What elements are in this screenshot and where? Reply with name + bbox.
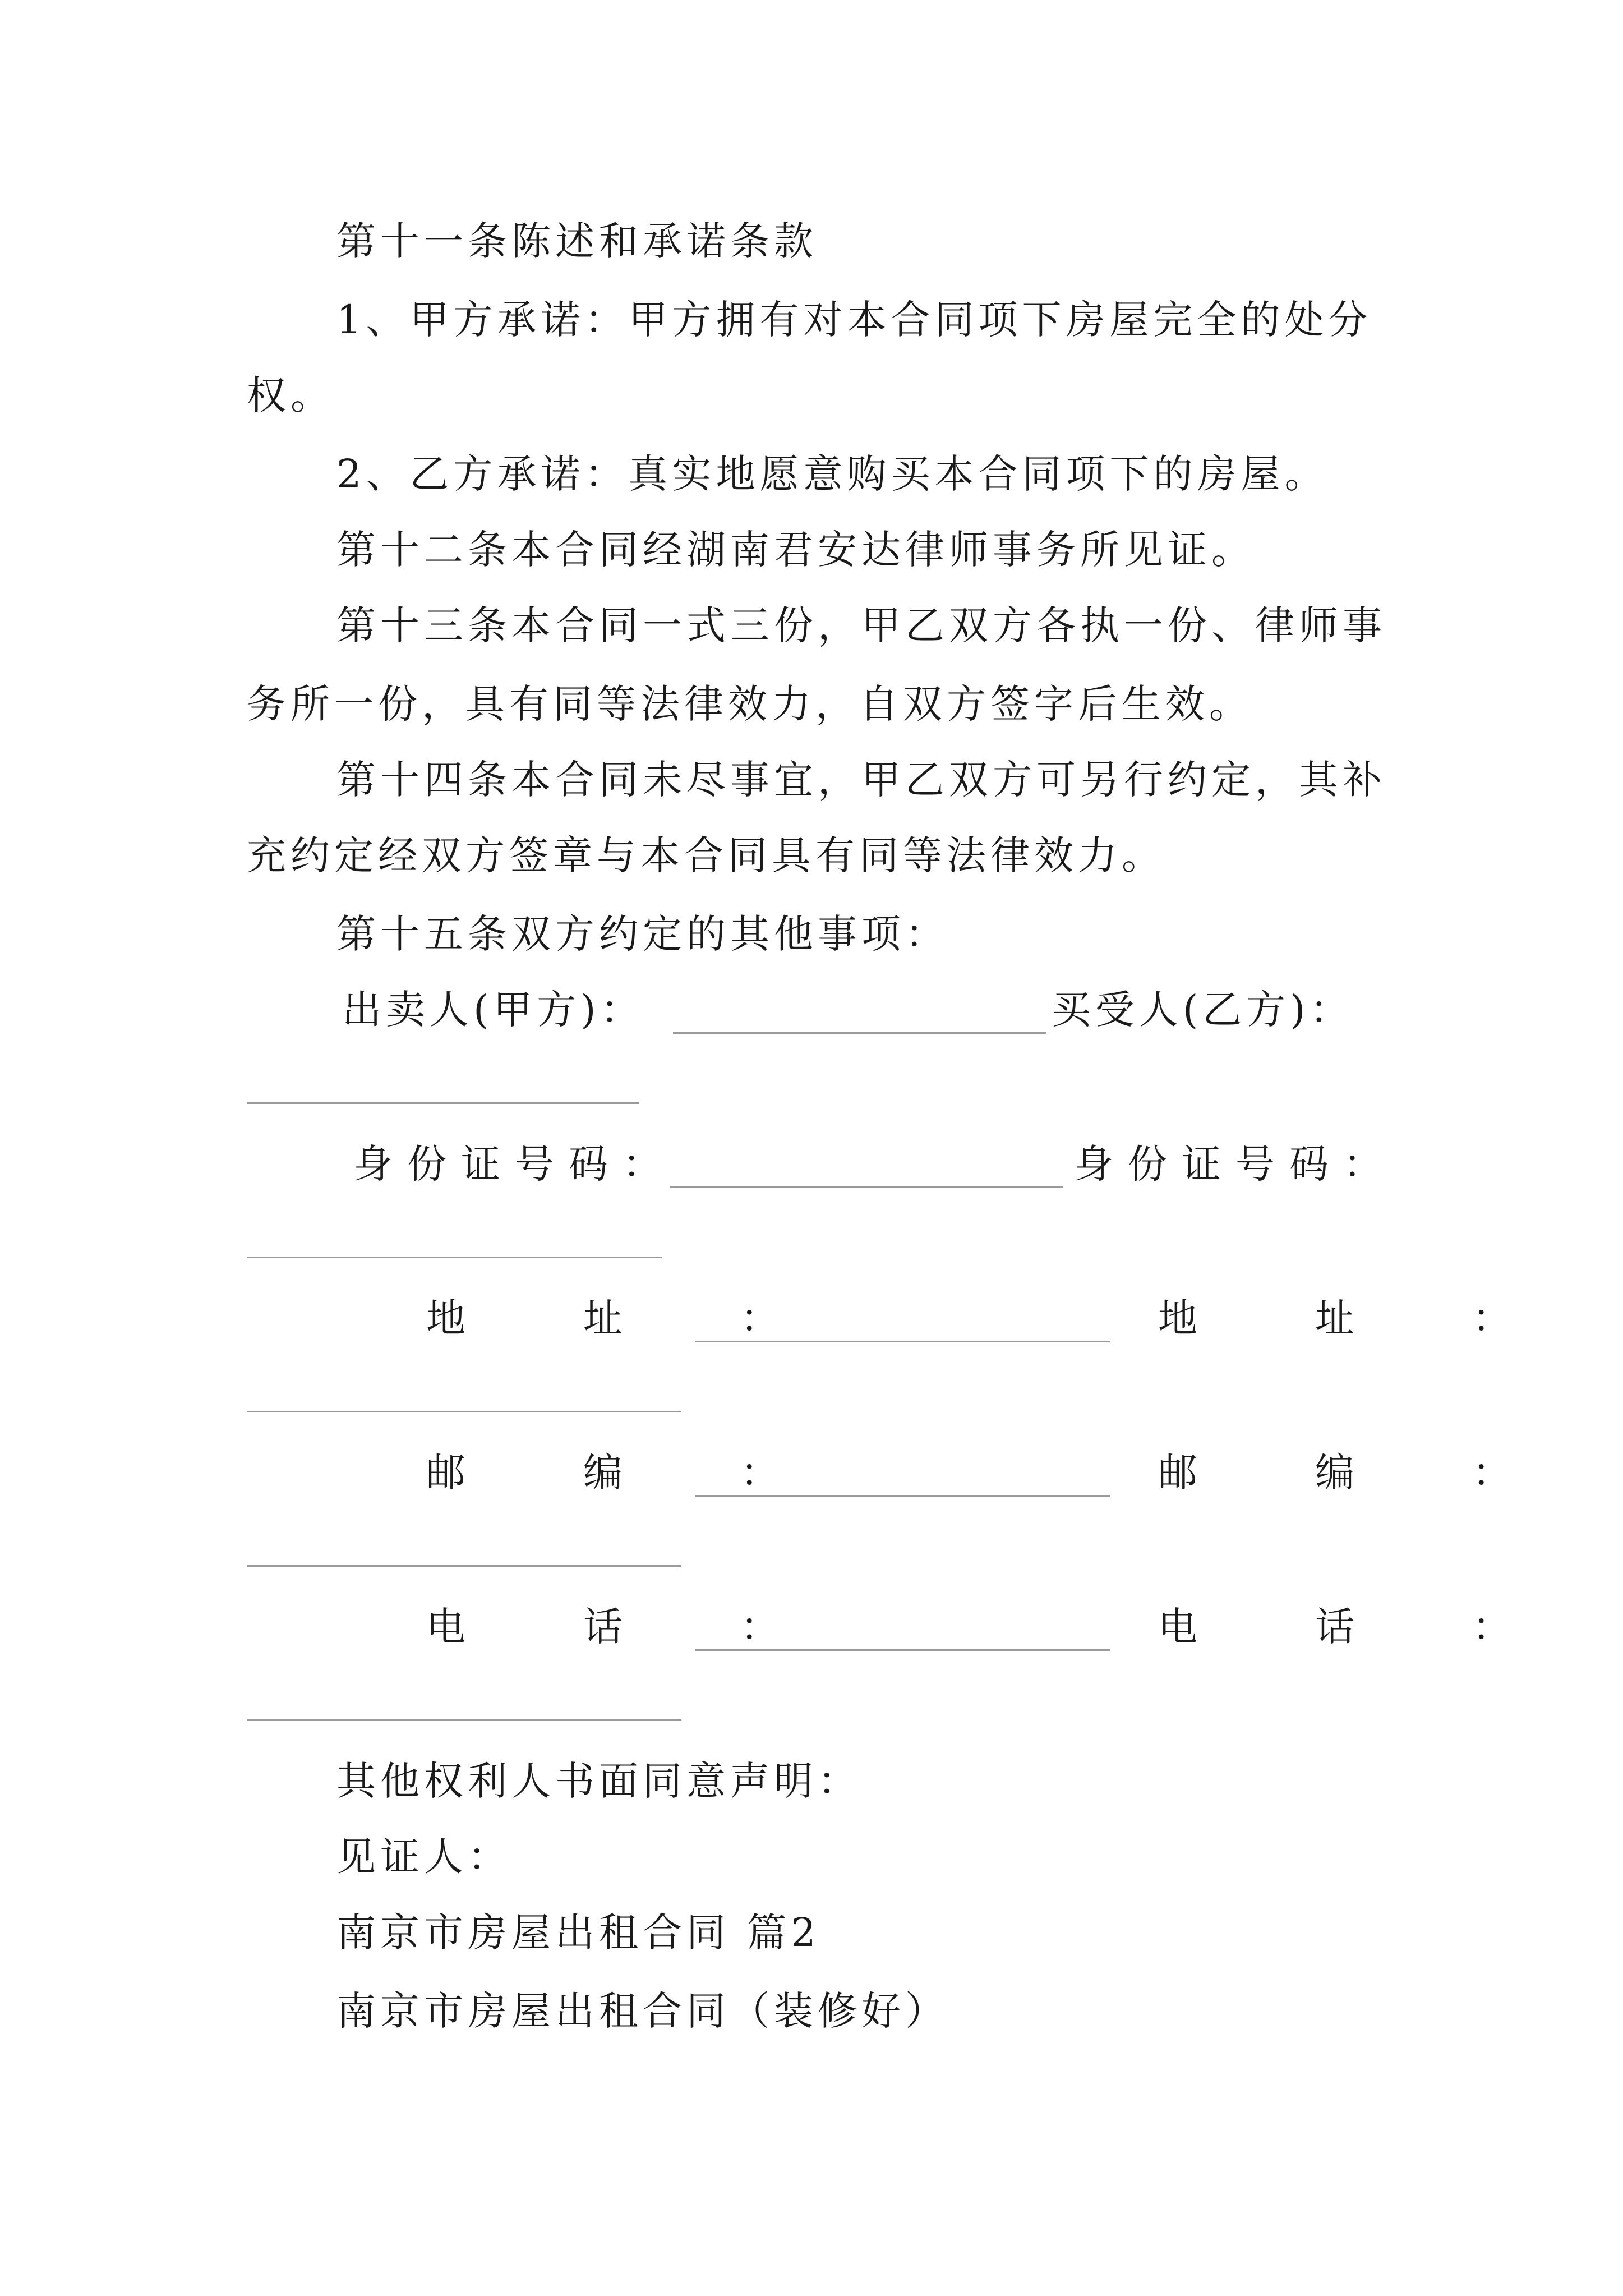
seller-blank[interactable] [673, 1032, 1046, 1034]
clause-11-item-1: 1、甲方承诺：甲方拥有对本合同项下房屋完全的处分 [336, 297, 1372, 343]
postcode-label-right: 邮 编 ： [1158, 1450, 1551, 1496]
clause-11-item-1-cont: 权。 [247, 372, 334, 418]
clause-14: 第十四条本合同未尽事宜，甲乙双方可另行约定，其补 [336, 757, 1386, 803]
consent-statement: 其他权利人书面同意声明： [336, 1758, 861, 1804]
buyer-address-blank[interactable] [247, 1411, 681, 1412]
next-contract-subtitle: 南京市房屋出租合同（装修好） [336, 1988, 949, 2034]
clause-11-heading: 第十一条陈述和承诺条款 [336, 218, 818, 264]
clause-13: 第十三条本合同一式三份，甲乙双方各执一份、律师事 [336, 602, 1386, 648]
buyer-label: 买受人(乙方)： [1052, 987, 1354, 1033]
clause-12: 第十二条本合同经湖南君安达律师事务所见证。 [336, 527, 1255, 573]
seller-address-blank[interactable] [695, 1341, 1110, 1342]
seller-postcode-blank[interactable] [695, 1495, 1110, 1497]
buyer-id-blank[interactable] [247, 1257, 662, 1258]
seller-label: 出卖人(甲方)： [342, 987, 644, 1033]
buyer-phone-blank[interactable] [247, 1719, 681, 1721]
clause-11-item-2: 2、乙方承诺：真实地愿意购买本合同项下的房屋。 [336, 451, 1329, 497]
postcode-label-left: 邮 编 ： [426, 1450, 819, 1496]
address-label-right: 地 址 ： [1158, 1295, 1551, 1341]
buyer-blank[interactable] [247, 1102, 639, 1104]
next-contract-title: 南京市房屋出租合同 篇2 [336, 1910, 820, 1955]
id-label-left: 身份证号码： [353, 1141, 676, 1187]
phone-label-right: 电 话 ： [1158, 1604, 1551, 1650]
seller-id-blank[interactable] [670, 1186, 1063, 1188]
clause-15: 第十五条双方约定的其他事项： [336, 911, 949, 957]
buyer-postcode-blank[interactable] [247, 1565, 681, 1567]
clause-13-cont: 务所一份，具有同等法律效力，自双方签字后生效。 [247, 681, 1253, 727]
phone-label-left: 电 话 ： [426, 1604, 819, 1650]
clause-14-cont: 充约定经双方签章与本合同具有同等法律效力。 [247, 832, 1165, 878]
witness-label: 见证人： [336, 1834, 511, 1880]
address-label-left: 地 址 ： [426, 1295, 819, 1341]
id-label-right: 身份证号码： [1074, 1141, 1397, 1187]
seller-phone-blank[interactable] [695, 1649, 1110, 1651]
